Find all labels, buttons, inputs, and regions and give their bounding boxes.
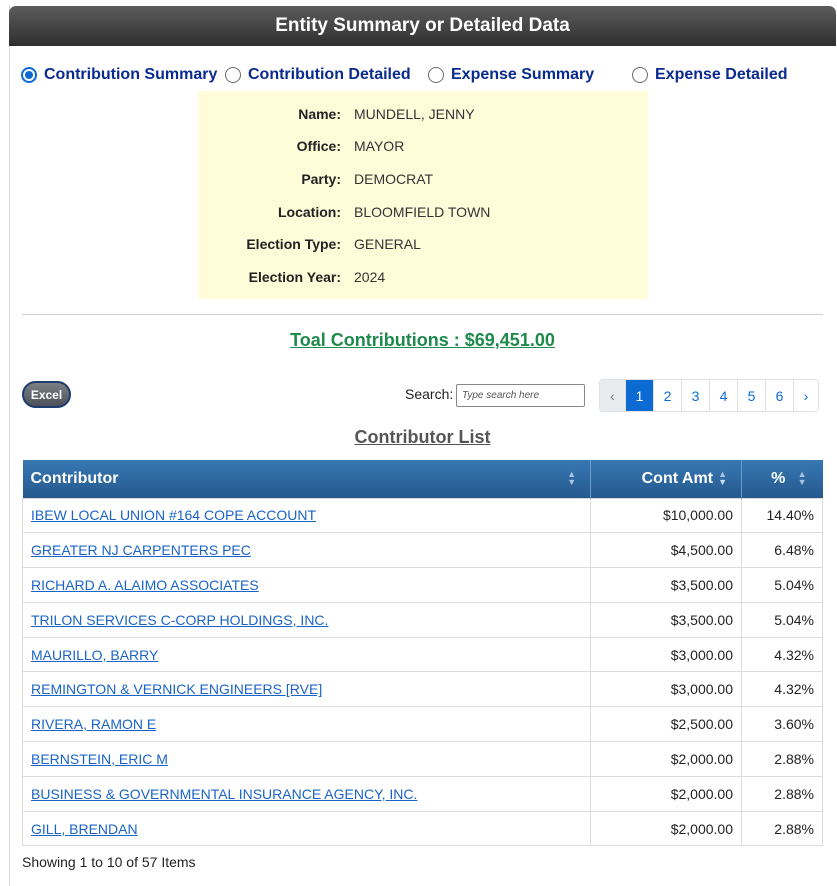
amount-cell: $3,500.00 [591,602,742,637]
view-options [0,66,837,88]
column-header-contributor[interactable] [23,460,591,498]
entity-key: Location: [278,204,341,220]
contributor-cell [23,602,591,637]
entity-info-box [198,91,648,299]
radio-label: Expense Detailed [655,66,788,83]
pagination [599,379,819,412]
radio-selected-icon [21,67,37,83]
column-header-percent[interactable] [742,460,823,498]
page-title-text: Entity Summary or Detailed Data [275,15,570,36]
entity-key: Party: [301,171,341,187]
contributor-link[interactable]: RICHARD A. ALAIMO ASSOCIATES [31,576,259,593]
table-header-row [23,460,823,498]
percent-cell: 3.60% [742,707,823,742]
table-row [23,533,823,568]
radio-label: Expense Summary [451,66,595,83]
radio-unselected-icon [225,67,241,83]
percent-cell: 14.40% [742,498,823,533]
pagination-prev-button[interactable]: ‹ [600,380,626,411]
percent-cell: 4.32% [742,672,823,707]
radio-unselected-icon [632,67,648,83]
percent-cell: 6.48% [742,533,823,568]
contributor-link[interactable]: IBEW LOCAL UNION #164 COPE ACCOUNT [31,507,316,524]
entity-value: MAYOR [354,138,405,154]
radio-expense-detailed[interactable] [632,66,788,84]
table-row [23,811,823,846]
column-header-label: Contributor [30,469,119,487]
entity-key: Name: [298,106,341,122]
contributor-cell [23,742,591,777]
contributor-table [22,460,823,846]
amount-cell: $2,500.00 [591,707,742,742]
pagination-page-2[interactable]: 2 [654,380,682,411]
table-row [23,498,823,533]
contributor-cell [23,776,591,811]
table-row [23,776,823,811]
amount-cell: $3,500.00 [591,568,742,603]
contributor-link[interactable]: TRILON SERVICES C-CORP HOLDINGS, INC. [31,611,329,628]
divider [22,314,823,315]
entity-value: MUNDELL, JENNY [354,106,475,122]
sort-icon: ▲ ▼ [797,469,807,487]
amount-cell: $3,000.00 [591,637,742,672]
entity-location-row [198,204,648,224]
radio-expense-summary[interactable] [428,66,594,84]
entity-value: 2024 [354,269,386,285]
entity-value: BLOOMFIELD TOWN [354,204,491,220]
amount-cell: $4,500.00 [591,533,742,568]
search-label: Search: [405,386,454,402]
contributor-list-title: Contributor List [354,427,491,447]
percent-cell: 2.88% [742,776,823,811]
percent-cell: 5.04% [742,602,823,637]
contributor-cell [23,672,591,707]
entity-party-row [198,171,648,191]
contributor-cell [23,533,591,568]
amount-cell: $3,000.00 [591,672,742,707]
contributor-cell [23,568,591,603]
contributor-cell [23,637,591,672]
column-header-amount[interactable] [591,460,742,498]
contributor-link[interactable]: GREATER NJ CARPENTERS PEC [31,542,251,559]
contributor-link[interactable]: BERNSTEIN, ERIC M [31,750,168,767]
pagination-page-1[interactable]: 1 [626,380,654,411]
radio-contribution-detailed[interactable] [225,66,411,84]
table-row [23,707,823,742]
sort-icon: ▲ ▼ [567,469,577,487]
contributor-cell [23,707,591,742]
table-row [23,602,823,637]
percent-cell: 5.04% [742,568,823,603]
total-contributions: Toal Contributions : $69,451.00 [290,330,555,350]
column-header-label: % [771,469,786,487]
entity-value: DEMOCRAT [354,171,434,187]
sort-icon: ▲ ▼ [718,469,728,487]
column-header-label: Cont Amt [641,469,714,487]
pagination-page-6[interactable]: 6 [766,380,794,411]
amount-cell: $2,000.00 [591,742,742,777]
radio-label: Contribution Detailed [248,66,411,83]
entity-key: Election Type: [246,236,341,252]
entity-election-year-row [198,269,648,289]
percent-cell: 2.88% [742,811,823,846]
entity-key: Office: [296,138,341,154]
amount-cell: $2,000.00 [591,811,742,846]
radio-unselected-icon [428,67,444,83]
pagination-page-4[interactable]: 4 [710,380,738,411]
amount-cell: $2,000.00 [591,776,742,811]
radio-label: Contribution Summary [44,66,218,83]
amount-cell: $10,000.00 [591,498,742,533]
contributor-cell [23,811,591,846]
contributor-link[interactable]: GILL, BRENDAN [31,820,138,837]
table-row [23,672,823,707]
pagination-page-5[interactable]: 5 [738,380,766,411]
contributor-link[interactable]: REMINGTON & VERNICK ENGINEERS [RVE] [31,681,323,698]
entity-name-row [198,106,648,126]
entity-value: GENERAL [354,236,421,252]
entity-office-row [198,138,648,158]
entity-election-type-row [198,236,648,256]
table-row [23,637,823,672]
contributor-link[interactable]: BUSINESS & GOVERNMENTAL INSURANCE AGENCY, INC. [31,785,418,802]
table-row [23,742,823,777]
table-info: Showing 1 to 10 of 57 Items [22,854,196,870]
table-row [23,568,823,603]
excel-export-button[interactable]: Excel [22,381,71,408]
entity-key: Election Year: [248,269,341,285]
contributor-link[interactable]: MAURILLO, BARRY [31,646,159,663]
radio-contribution-summary[interactable] [21,66,217,84]
pagination-next-button[interactable]: › [794,380,818,411]
contributor-link[interactable]: RIVERA, RAMON E [31,716,157,733]
percent-cell: 2.88% [742,742,823,777]
page-title [9,6,836,46]
pagination-page-3[interactable]: 3 [682,380,710,411]
percent-cell: 4.32% [742,637,823,672]
contributor-cell [23,498,591,533]
search-input[interactable] [456,384,585,407]
